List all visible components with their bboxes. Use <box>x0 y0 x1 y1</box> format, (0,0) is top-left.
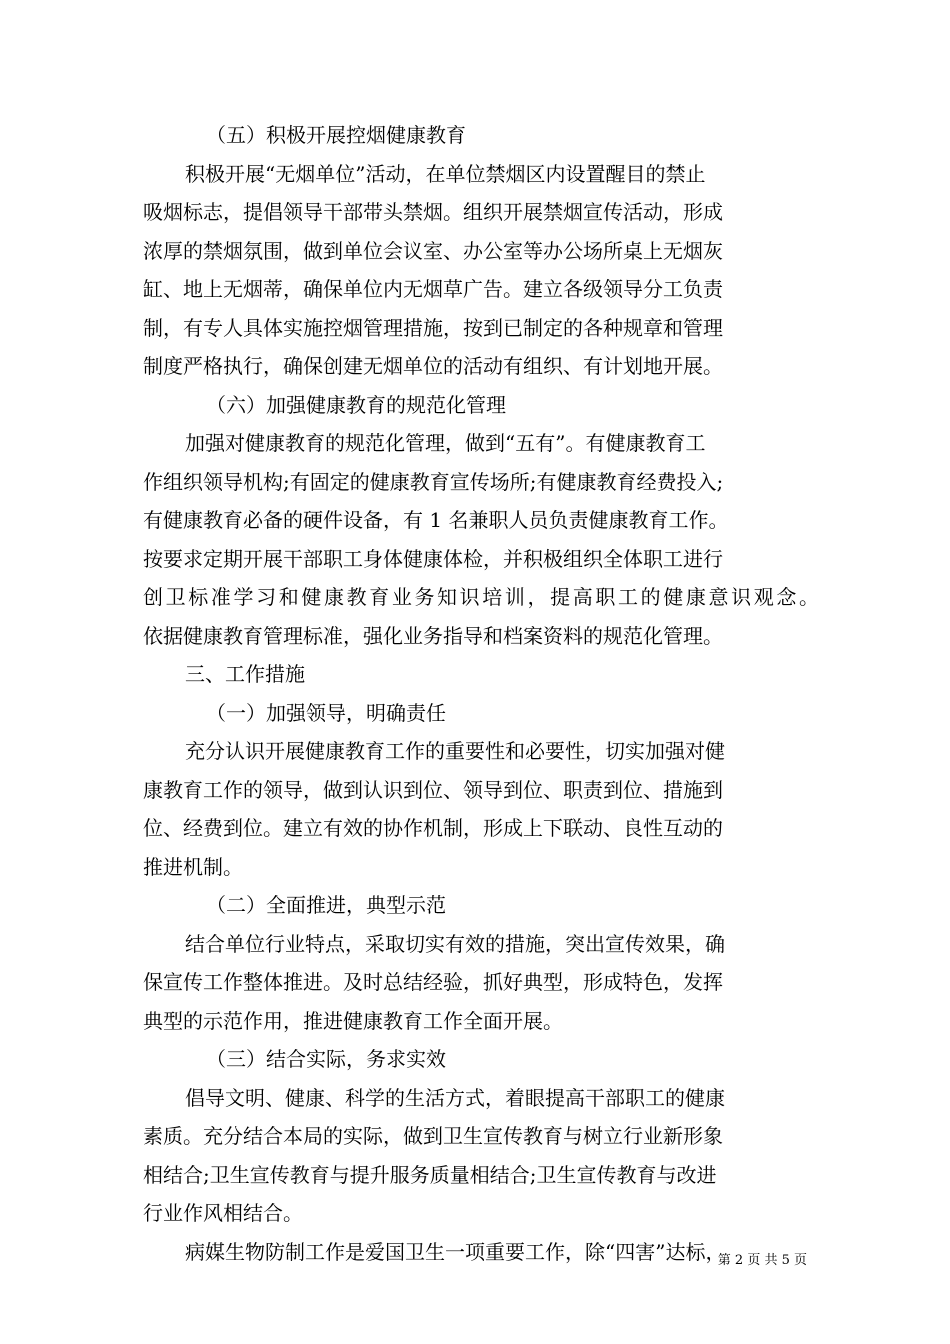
paragraph-line: 推进机制。 <box>143 854 243 879</box>
paragraph-line: 充分认识开展健康教育工作的重要性和必要性，切实加强对健 <box>185 739 725 763</box>
paragraph-line: 行业作风相结合。 <box>143 1201 303 1225</box>
paragraph-line: 吸烟标志，提倡领导干部带头禁烟。组织开展禁烟宣传活动，形成 <box>143 200 723 224</box>
paragraph-line: 相结合;卫生宣传教育与提升服务质量相结合;卫生宣传教育与改进 <box>143 1162 717 1187</box>
paragraph-line: 制度严格执行，确保创建无烟单位的活动有组织、有计划地开展。 <box>143 354 723 378</box>
paragraph-line: 素质。充分结合本局的实际，做到卫生宣传教育与树立行业新形象 <box>143 1124 723 1148</box>
paragraph-line: 结合单位行业特点，采取切实有效的措施，突出宣传效果，确 <box>185 931 725 956</box>
section-heading-line: （六）加强健康教育的规范化管理 <box>206 392 506 417</box>
paragraph-line: 位、经费到位。建立有效的协作机制，形成上下联动、良性互动的 <box>143 816 723 840</box>
paragraph-line: 三、工作措施 <box>185 662 305 686</box>
paragraph-line: 倡导文明、健康、科学的生活方式，着眼提高干部职工的健康 <box>185 1085 725 1110</box>
paragraph-line: 创卫标准学习和健康教育业务知识培训，提高职工的健康意识观念。 <box>143 585 822 609</box>
paragraph-line: 积极开展“无烟单位”活动，在单位禁烟区内设置醒目的禁止 <box>185 161 706 186</box>
section-heading-line: （五）积极开展控烟健康教育 <box>206 123 466 147</box>
document-body <box>143 116 822 1271</box>
page-number-footer: 第 2 页 共 5 页 <box>717 1253 807 1268</box>
paragraph-line: 加强对健康教育的规范化管理，做到“五有”。有健康教育工 <box>185 431 706 455</box>
paragraph-line: 作组织领导机构;有固定的健康教育宣传场所;有健康教育经费投入; <box>143 469 724 494</box>
paragraph-line: 保宣传工作整体推进。及时总结经验，抓好典型，形成特色，发挥 <box>143 970 723 994</box>
paragraph-line: 缸、地上无烟蒂，确保单位内无烟草广告。建立各级领导分工负责 <box>143 277 723 301</box>
paragraph-line: 浓厚的禁烟氛围，做到单位会议室、办公室等办公场所桌上无烟灰 <box>143 238 723 263</box>
paragraph-line: 按要求定期开展干部职工身体健康体检，并积极组织全体职工进行 <box>143 546 723 571</box>
paragraph-line: 依据健康教育管理标准，强化业务指导和档案资料的规范化管理。 <box>143 623 723 648</box>
section-heading-line: （一）加强领导，明确责任 <box>206 700 446 725</box>
paragraph-line: 康教育工作的领导，做到认识到位、领导到位、职责到位、措施到 <box>143 777 723 802</box>
paragraph-line: 典型的示范作用，推进健康教育工作全面开展。 <box>143 1008 563 1033</box>
paragraph-line: 有健康教育必备的硬件设备，有 1 名兼职人员负责健康教育工作。 <box>143 508 729 532</box>
section-heading-line: （二）全面推进，典型示范 <box>206 893 446 917</box>
section-heading-line: （三）结合实际，务求实效 <box>206 1047 446 1071</box>
paragraph-line: 制，有专人具体实施控烟管理措施，按到已制定的各种规章和管理 <box>143 315 723 340</box>
paragraph-line: 病媒生物防制工作是爱国卫生一项重要工作，除“四害”达标， <box>185 1239 726 1264</box>
